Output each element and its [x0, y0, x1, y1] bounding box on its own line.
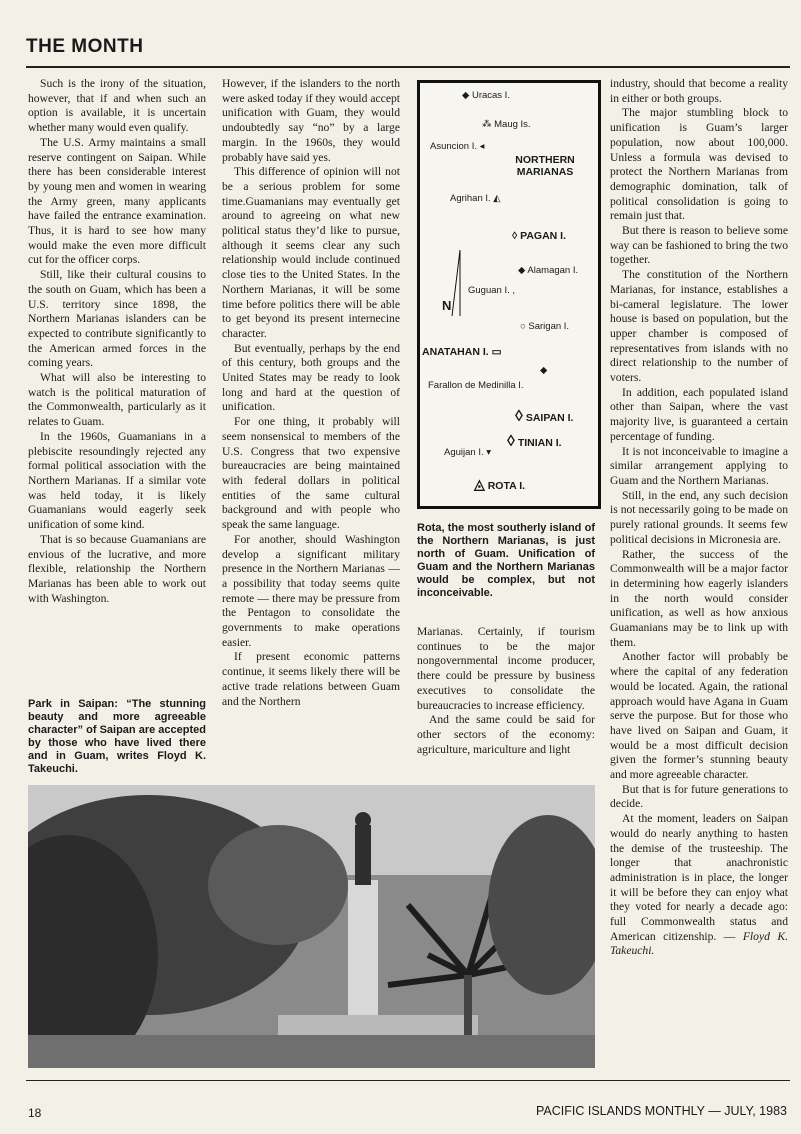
map-region-title: NORTHERN MARIANAS [515, 154, 575, 178]
paragraph: Still, like their cultural cousins to the south on Guam, which has been a U.S. territory since 1898, the Northern Marianas islanders can be expected to contribute significantly to the American armed forces in the coming years. [28, 268, 206, 370]
map-label-sarigan: ○ Sarigan I. [520, 321, 570, 332]
park-photo-illustration [28, 785, 595, 1068]
paragraph: Marianas. Certainly, if tourism continues to be the major nongovernmental income producer, there could be pressure by business executives to consolidate the bureaucracies to increase efficiency. [417, 625, 595, 712]
paragraph: In addition, each populated island other than Saipan, where the vast majority live, is guaranteed a certain percentage of funding. [610, 385, 788, 443]
paragraph: But there is reason to believe some way can be fashioned to bring the two together. [610, 224, 788, 267]
saipan-park-photo [28, 785, 595, 1068]
paragraph: In the 1960s, Guamanians in a plebiscite resoundingly rejected any formal political association with the Northern Marianas. If a similar vote was held today, it is likely Guamanians would eagerly seek unification of some kind. [28, 429, 206, 532]
paragraph: But eventually, perhaps by the end of this century, both groups and the United States may be ready to look long and hard at the question of unification. [222, 341, 400, 414]
paragraph: That is so because Guamanians are envious of the lucrative, and more flexible, relationship the Northern Marianas has been able to work out with Washington. [28, 532, 206, 605]
article-column-4 [610, 77, 788, 959]
paragraph: And the same could be said for other sectors of the economy: agriculture, mariculture and light [417, 713, 595, 756]
paragraph: However, if the islanders to the north were asked today if they would accept unification with Guam, they would undoubtedly say “no” by a large margin. In the 1960s, they would probably have said yes. [222, 77, 400, 164]
photo-caption: Park in Saipan: “The stunning beauty and more agreeable character” of Saipan are accepted by those who have lived there and in Guam, writes Floyd K. Takeuchi. [28, 698, 206, 775]
paragraph: Rather, the success of the Commonwealth will be a major factor in determining how eagerly islanders in the north would consider unification, as well as how anxious Guamanians may be to link up with them. [610, 547, 788, 649]
north-indicator: N [442, 298, 452, 313]
map-label-guguan: Guguan I. , [468, 285, 516, 296]
paragraph: industry, should that become a reality in either or both groups. [610, 77, 788, 105]
map-label-farallon: Farallon de Medinilla I. [428, 380, 524, 391]
paragraph: It is not inconceivable to imagine a similar arrangement applying to Guam and the Northern Marianas. [610, 444, 788, 487]
paragraph: The constitution of the Northern Marianas, for instance, establishes a bi-cameral legislature. The lower house is based on population, but the upper chamber is composed of representatives from islands with no direct relationship to the number of voters. [610, 268, 788, 385]
paragraph: For one thing, it probably will seem nonsensical to members of the U.S. Congress that two expensive bureaucracies are being maintained with federal dollars in political entities of the same cultural background and with people who speak the same language. [222, 415, 400, 532]
paragraph: If present economic patterns continue, it seems likely there will be active trade relations between Guam and the Northern [222, 650, 400, 708]
author-byline: Floyd K. Takeuchi. [610, 929, 788, 958]
map-label-tinian: ◊ TINIAN I. [507, 433, 562, 450]
paragraph: At the moment, leaders on Saipan would do nearly anything to hasten the demise of the trusteeship. The longer that anachronistic administration is in place, the longer it will be before they can enjoy what they voted for nearly a decade ago: full Commonwealth status and American citizenship. — Floyd K. Takeuchi. [610, 812, 788, 958]
paragraph: This difference of opinion will not be a serious problem for some time.Guamanians may eventually get around to agreeing on what new political status they’d like to pursue, although it seems clear any such relationship would include continued close ties to the United States. In the Northern Marianas, it will be some time before politics there will be able to get beyond its present internecine character. [222, 165, 400, 340]
article-column-3 [417, 625, 595, 757]
map-label-alamagan: ◆ Alamagan I. [518, 265, 579, 276]
page-number: 18 [28, 1106, 42, 1120]
paragraph: Another factor will probably be where the capital of any federation would be located. Again, the rational approach would have Agana in Guam serve the purpose. But for those who have lived on Saipan and Guam, it would be a most difficult decision given the former’s stunning beauty and more agreeable character. [610, 650, 788, 782]
paragraph: For another, should Washington develop a significant military presence in the Northern Marianas — a possibility that today seems quite remote — there may be pressure from the Pentagon to consolidate the governments to make operations easier. [222, 532, 400, 649]
paragraph: Still, in the end, any such decision is not necessarily going to be made on purely rational grounds. It seems few political decisions in Micronesia are. [610, 488, 788, 546]
bottom-rule [26, 1080, 790, 1081]
map-label-agrihan: Agrihan I. ◭ [450, 193, 501, 204]
map-label-aguijan: Aguijan I. ▾ [444, 447, 492, 458]
paragraph: What will also be interesting to watch is the political maturation of the Commonwealth, particularly as it relates to Guam. [28, 371, 206, 429]
northern-marianas-map [417, 80, 601, 509]
north-arrow-icon [450, 248, 462, 318]
paragraph: The major stumbling block to unification is Guam’s larger population, now about 100,000. Unless a formula was devised to protect the Northern Marianas from demographic domination, talk of political consolidation is going to remain just that. [610, 106, 788, 223]
map-label-pagan: ◊ PAGAN I. [512, 230, 567, 242]
paragraph: The U.S. Army maintains a small reserve contingent on Saipan. While there has been considerable interest by young men and women in wearing the Army green, many applicants have failed the entrance examination. Thus, it is hard to see how many would make the even more difficult cut for the officer corps. [28, 135, 206, 267]
paragraph: Such is the irony of the situation, however, that if and when such an option is available, it is uncertain whether many would even qualify. [28, 77, 206, 135]
map-label-rota: ◬ ROTA I. [474, 476, 526, 492]
section-title: THE MONTH [26, 36, 144, 57]
map-label-maug: ⁂ Maug Is. [482, 119, 531, 130]
article-column-2 [222, 77, 400, 709]
top-rule [26, 66, 790, 68]
map-label-asuncion: Asuncion I. ◂ [430, 141, 485, 152]
publication-footer: PACIFIC ISLANDS MONTHLY — JULY, 1983 [535, 1104, 787, 1118]
map-caption: Rota, the most southerly island of the Northern Marianas, is just north of Guam. Unification of Guam and the Northern Marianas would be complex, but not inconceivable. [417, 522, 595, 599]
article-column-1 [28, 77, 206, 606]
map-label-anatahan: ANATAHAN I. ▭ [422, 346, 502, 358]
map-label-saipan: ◊ SAIPAN I. [515, 408, 574, 425]
map-label-uracas: ◆ Uracas I. [462, 90, 510, 101]
island-mark-icon: ◆ [540, 365, 548, 376]
paragraph: But that is for future generations to decide. [610, 782, 788, 811]
